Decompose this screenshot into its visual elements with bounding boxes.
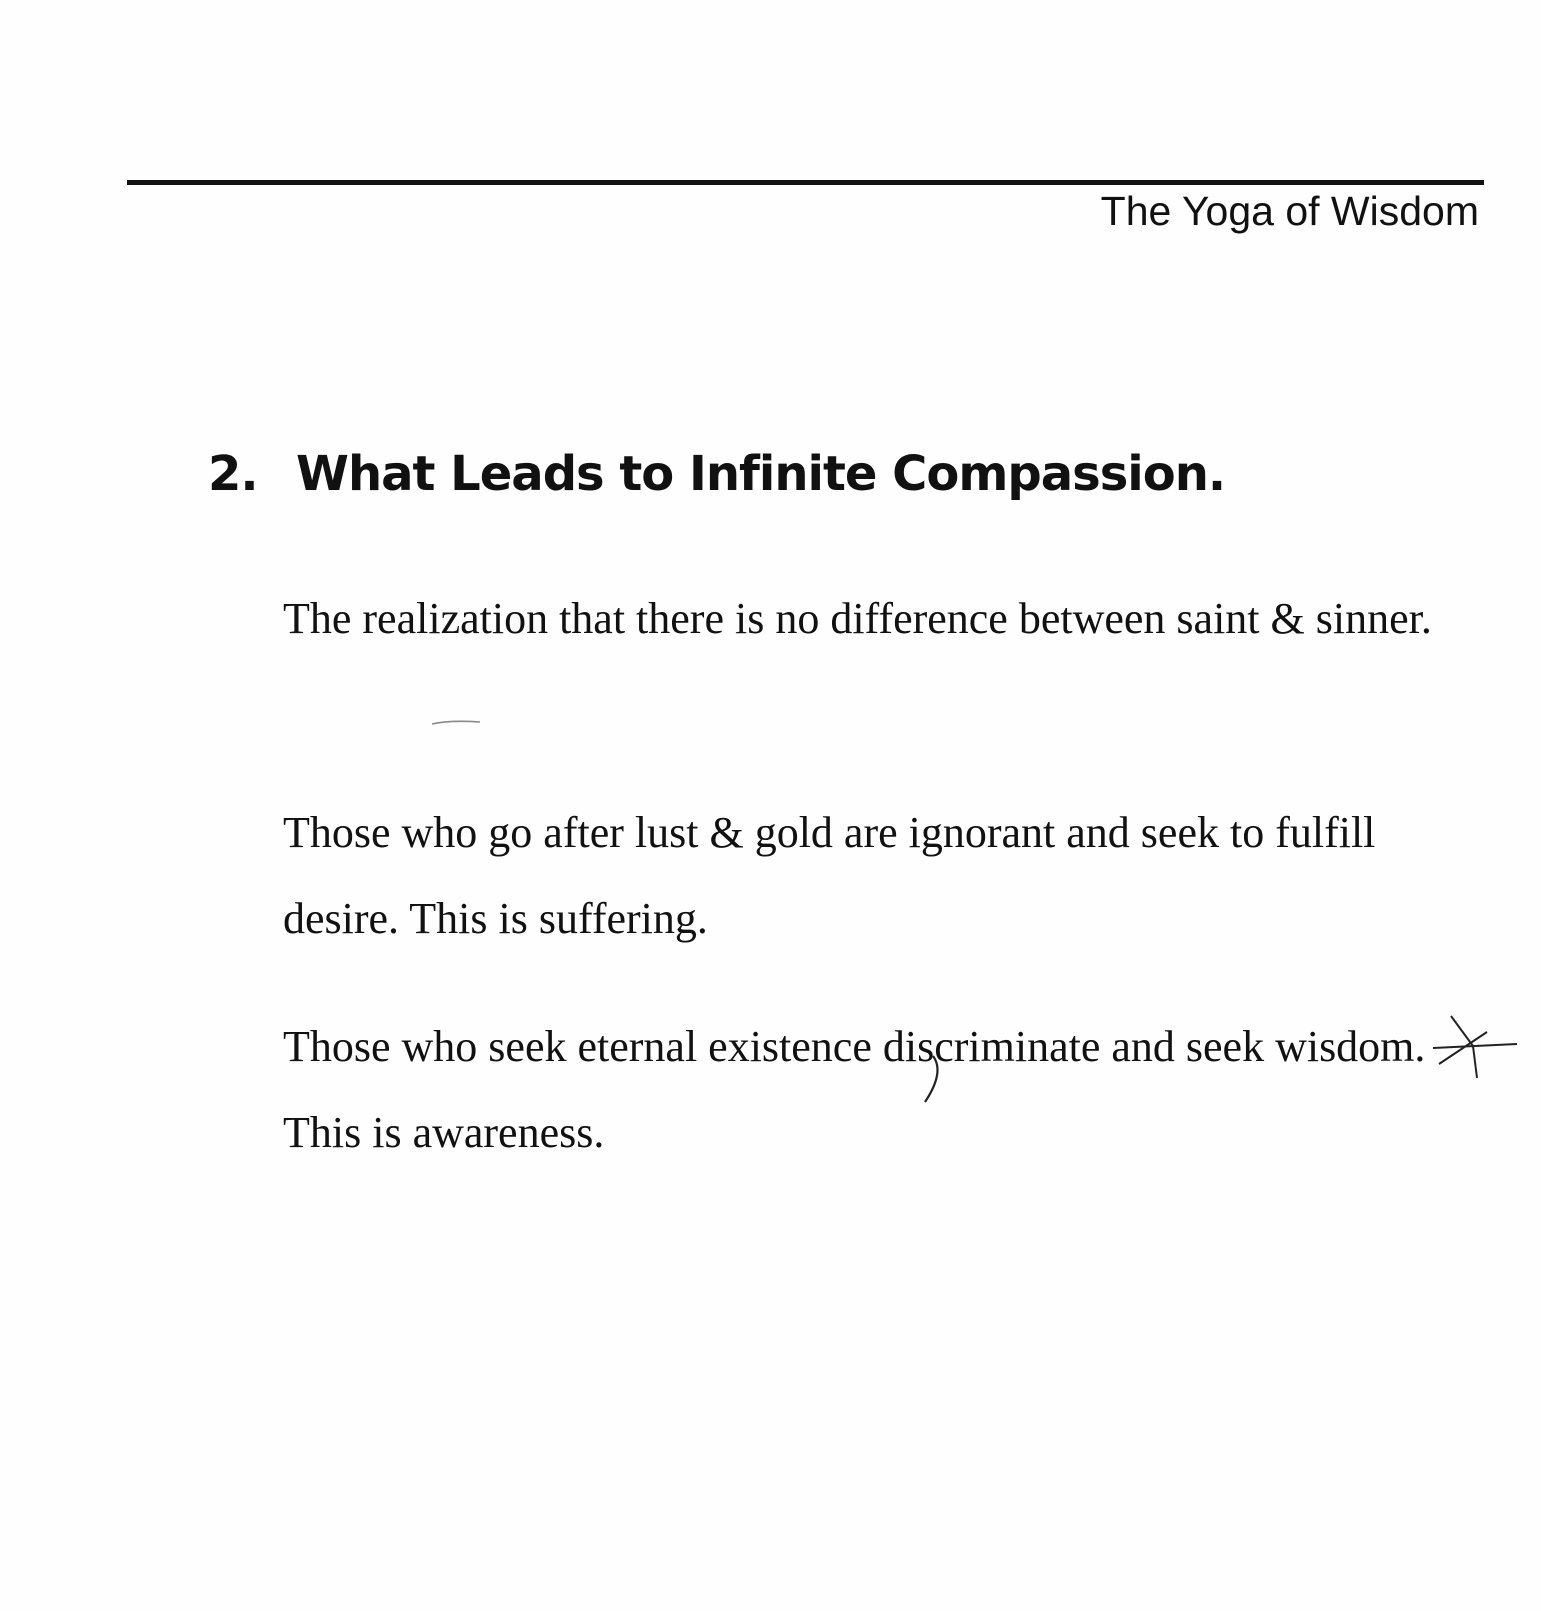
section-title: What Leads to Infinite Compassion. xyxy=(296,446,1226,502)
paragraph-2: Those who go after lust & gold are ignorant and seek to fulfill desire. This is suffering. xyxy=(283,808,1376,943)
paragraph-1: The realization that there is no difference between saint & sinner. xyxy=(283,594,1432,643)
paragraph-3: Those who seek eternal existence discriminate and seek wisdom. This is awareness. xyxy=(283,1022,1426,1157)
section-number: 2. xyxy=(208,446,258,502)
running-header: The Yoga of Wisdom xyxy=(1100,188,1479,234)
header-rule xyxy=(127,180,1484,185)
pen-dash-mark xyxy=(428,712,488,732)
section-heading xyxy=(208,446,1225,502)
